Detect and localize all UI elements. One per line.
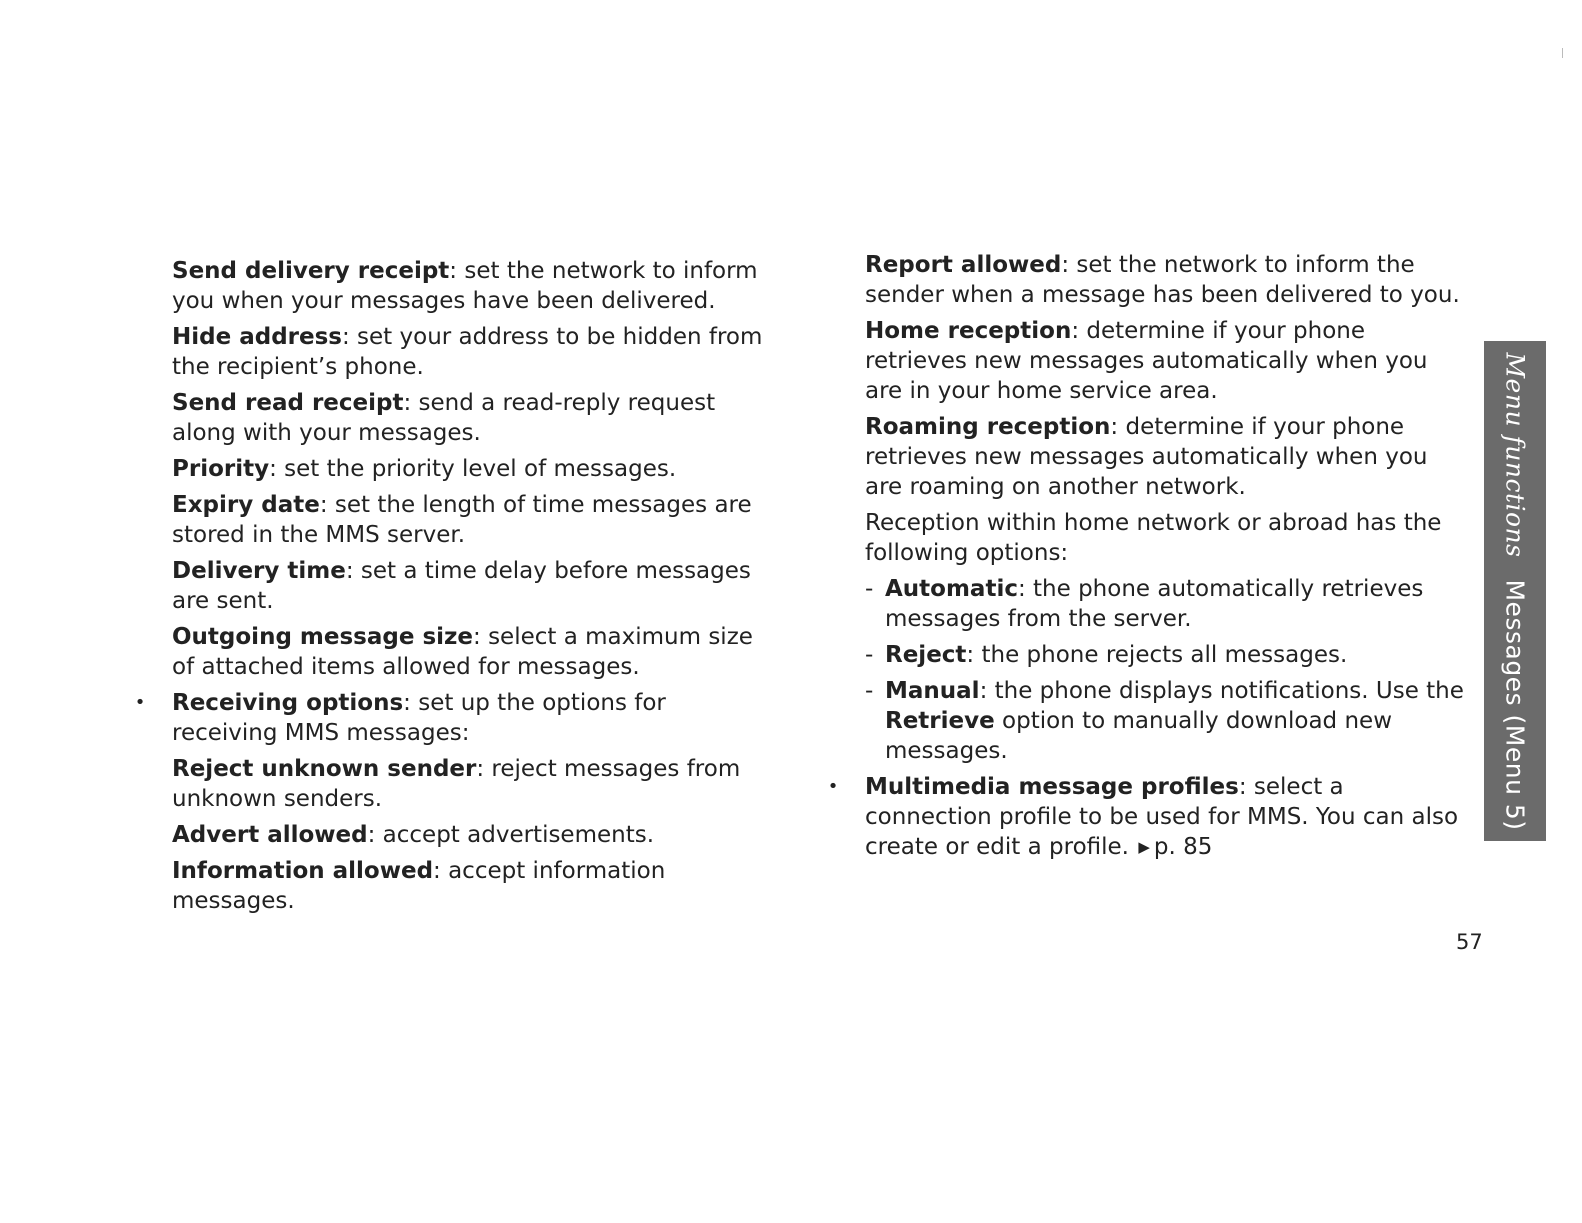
entry-delivery-time	[172, 556, 772, 616]
term-label: Home reception	[865, 318, 1072, 344]
term-description: : determine if your phone retrieves new messages automatically when you are roaming on another network.	[865, 414, 1428, 500]
option-manual	[865, 676, 1465, 766]
term-label: Expiry date	[172, 492, 320, 518]
chapter-title: Messages (Menu 5)	[1500, 578, 1530, 831]
entry-send-delivery-receipt	[172, 256, 772, 316]
term-description: : select a maximum size of attached items allowed for messages.	[172, 624, 753, 680]
term-description: : set the network to inform you when your messages have been delivered.	[172, 258, 758, 314]
term-description: : accept advertisements.	[367, 822, 655, 848]
option-reject	[865, 640, 1465, 670]
term-label: Report allowed	[865, 252, 1062, 278]
right-column	[827, 250, 1465, 870]
term-label: Manual	[885, 678, 980, 704]
section-side-tab	[1484, 341, 1546, 841]
option-automatic	[865, 574, 1465, 634]
term-label: Delivery time	[172, 558, 346, 584]
entry-advert-allowed	[172, 820, 772, 850]
term-label: Information allowed	[172, 858, 434, 884]
section-title: Menu functions	[1500, 351, 1530, 557]
term-label: Reject unknown sender	[172, 756, 477, 782]
term-label: Receiving options	[172, 690, 404, 716]
page-number: 57	[1456, 930, 1483, 954]
entry-outgoing-message-size	[172, 622, 772, 682]
entry-reject-unknown-sender	[172, 754, 772, 814]
entry-roaming-reception	[865, 412, 1465, 502]
bullet-icon: •	[134, 692, 146, 713]
term-label: Hide address	[172, 324, 342, 350]
term-label: Send read receipt	[172, 390, 404, 416]
term-description: : the phone automatically retrieves messages from the server.	[885, 576, 1424, 632]
entry-home-reception	[865, 316, 1465, 406]
term-label: Priority	[172, 456, 270, 482]
page-edge-mark	[1562, 48, 1563, 58]
term-description: : set up the options for receiving MMS messages:	[172, 690, 666, 746]
entry-expiry-date	[172, 490, 772, 550]
term-description: : accept information messages.	[172, 858, 666, 914]
term-description: : set a time delay before messages are sent.	[172, 558, 751, 614]
left-column	[134, 256, 772, 922]
term-description: : reject messages from unknown senders.	[172, 756, 741, 812]
dash-marker: -	[865, 642, 874, 668]
term-label: Reject	[885, 642, 967, 668]
term-label: Advert allowed	[172, 822, 368, 848]
reception-note: Reception within home network or abroad has the following options:	[865, 510, 1442, 566]
page-reference: p. 85	[1153, 834, 1213, 860]
entry-priority	[172, 454, 772, 484]
term-description: : set the length of time messages are stored in the MMS server.	[172, 492, 752, 548]
entry-multimedia-message-profiles	[827, 772, 1465, 864]
term-label: Roaming reception	[865, 414, 1111, 440]
bullet-icon: •	[827, 776, 839, 797]
term-description: : set your address to be hidden from the recipient’s phone.	[172, 324, 763, 380]
term-label: Outgoing message size	[172, 624, 474, 650]
dash-marker: -	[865, 678, 874, 704]
term-description: : the phone rejects all messages.	[966, 642, 1348, 668]
term-description: : set the priority level of messages.	[269, 456, 677, 482]
term-label: Multimedia message profiles	[865, 774, 1239, 800]
entry-receiving-options	[134, 688, 772, 748]
term-description: : determine if your phone retrieves new messages automatically when you are in your home service area.	[865, 318, 1428, 404]
term-description: : select a connection profile to be used for MMS. You can also create or edit a profile.	[865, 774, 1459, 860]
entry-report-allowed	[865, 250, 1465, 310]
entry-information-allowed	[172, 856, 772, 916]
term-description: : send a read-reply request along with your messages.	[172, 390, 716, 446]
entry-hide-address	[172, 322, 772, 382]
term-description-end: option to manually download new messages.	[885, 708, 1393, 764]
term-label: Automatic	[885, 576, 1018, 602]
arrow-right-icon: ▶	[1138, 838, 1150, 856]
term-description: : the phone displays notifications. Use the	[979, 678, 1464, 704]
term-description: : set the network to inform the sender when a message has been delivered to you.	[865, 252, 1460, 308]
entry-send-read-receipt	[172, 388, 772, 448]
dash-marker: -	[865, 576, 874, 602]
side-tab-label	[1501, 352, 1530, 830]
term-label: Send delivery receipt	[172, 258, 450, 284]
inline-term-retrieve: Retrieve	[885, 708, 995, 734]
